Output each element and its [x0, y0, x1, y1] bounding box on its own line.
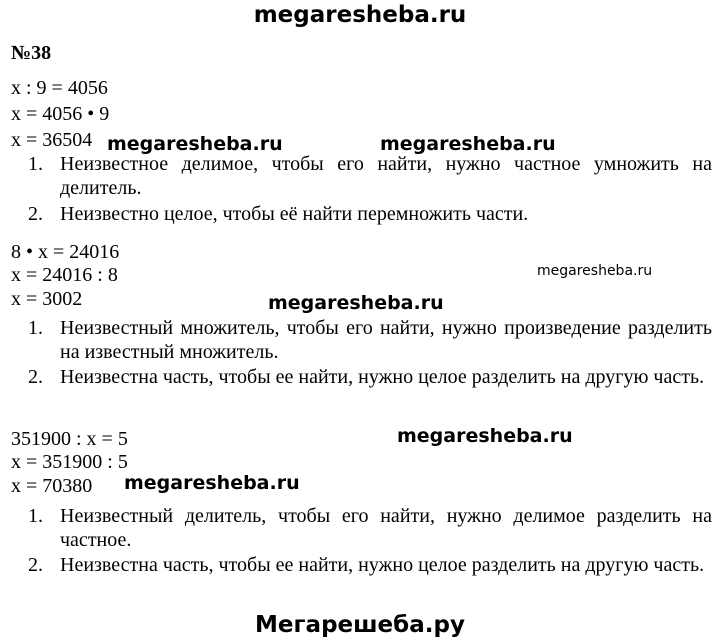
- rule-text: Неизвестна часть, чтобы ее найти, нужно целое разделить на другую часть.: [60, 366, 705, 388]
- watermark: megaresheba.ru: [397, 425, 573, 447]
- rule-item: [28, 202, 712, 226]
- equation-line: 8 • x = 24016: [11, 241, 120, 263]
- rule-item: [28, 152, 712, 200]
- footer-brand: Мегарешеба.ру: [255, 612, 465, 638]
- rule-number: 2.: [28, 554, 43, 576]
- equation-line: 351900 : x = 5: [11, 428, 128, 450]
- rule-number: 2.: [28, 366, 43, 388]
- equation-line: x = 3002: [11, 288, 83, 310]
- equation-line: x = 36504: [11, 129, 93, 151]
- rule-text: Неизвестное делимое, чтобы его найти, нужно частное умножить на делитель.: [60, 153, 712, 199]
- rule-item: [28, 553, 712, 577]
- watermark: megaresheba.ru: [124, 472, 300, 494]
- rule-text: Неизвестный делитель, чтобы его найти, нужно делимое разделить на частное.: [60, 505, 712, 551]
- equation-line: x = 24016 : 8: [11, 264, 118, 286]
- rule-number: 1.: [28, 153, 43, 175]
- rule-number: 1.: [28, 505, 43, 527]
- rule-number: 1.: [28, 317, 43, 339]
- rule-item: [28, 316, 712, 364]
- watermark: megaresheba.ru: [107, 133, 283, 155]
- watermark: megaresheba.ru: [537, 263, 653, 279]
- watermark: megaresheba.ru: [268, 292, 444, 314]
- watermark: megaresheba.ru: [380, 133, 556, 155]
- rule-item: [28, 504, 712, 552]
- rule-text: Неизвестна часть, чтобы ее найти, нужно целое разделить на другую часть.: [60, 554, 705, 576]
- task-number: №38: [11, 42, 52, 64]
- equation-line: x = 351900 : 5: [11, 451, 128, 473]
- rule-text: Неизвестно целое, чтобы её найти перемножить части.: [60, 203, 529, 225]
- rule-number: 2.: [28, 203, 43, 225]
- rule-text: Неизвестный множитель, чтобы его найти, нужно произведение разделить на известный множитель.: [60, 317, 712, 363]
- equation-line: x = 4056 • 9: [11, 103, 110, 125]
- site-header: megaresheba.ru: [253, 2, 467, 28]
- equation-line: x : 9 = 4056: [11, 77, 108, 99]
- equation-line: x = 70380: [11, 475, 93, 497]
- rule-item: [28, 365, 712, 389]
